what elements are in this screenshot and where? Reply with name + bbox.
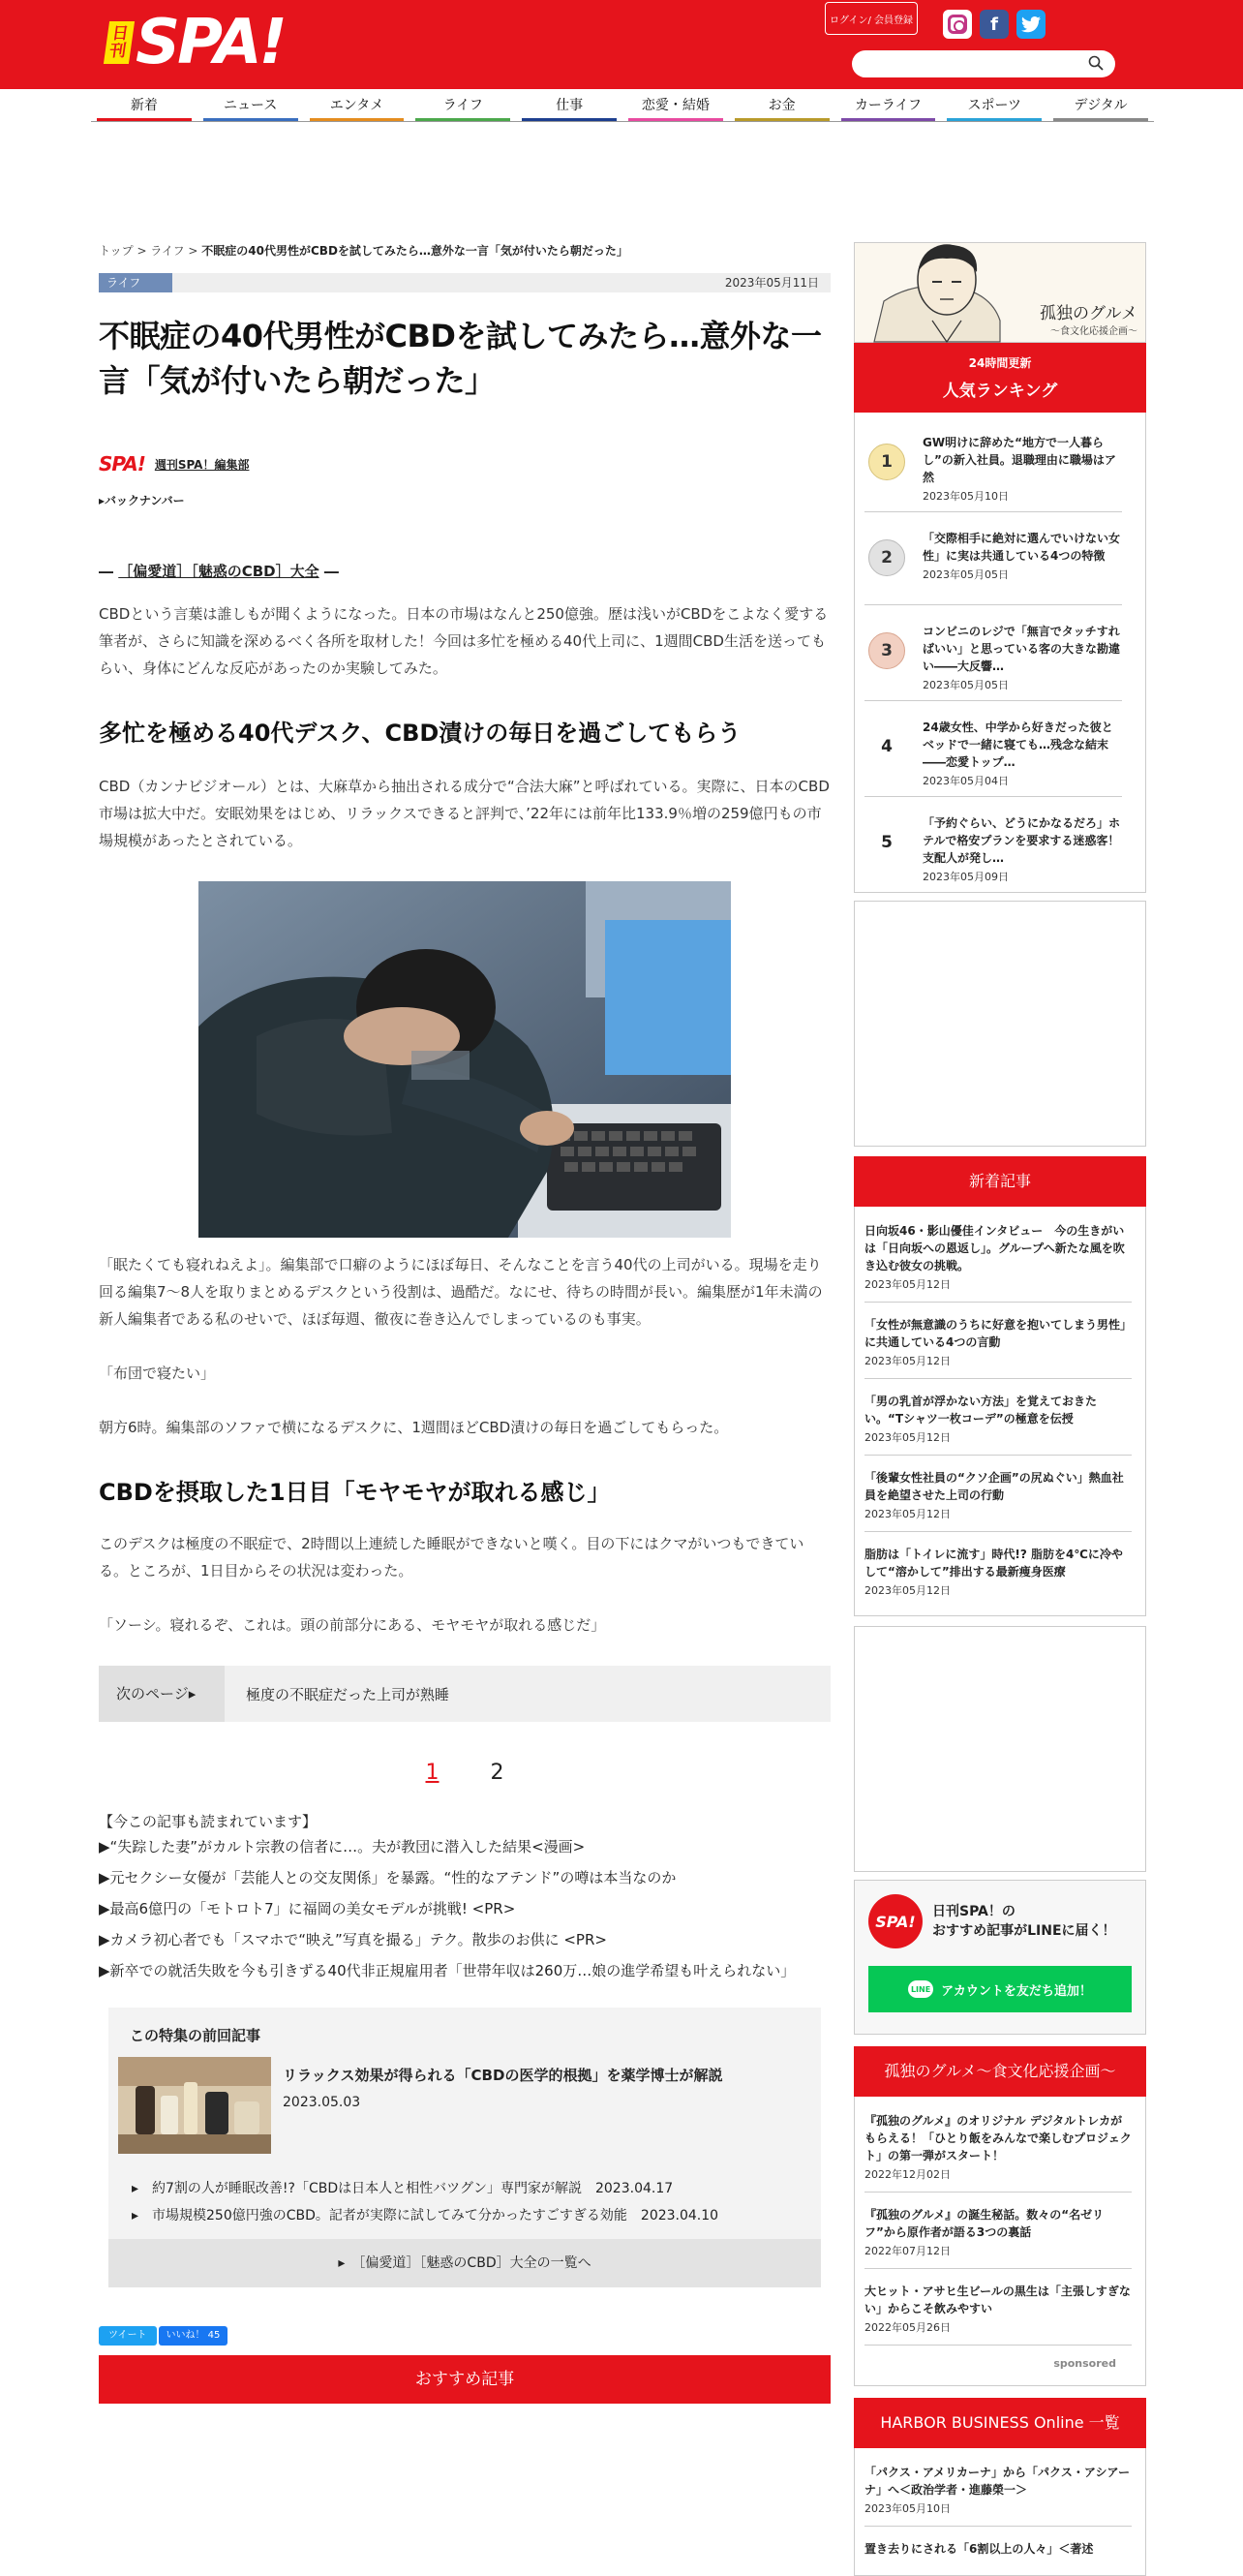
ranking-text[interactable]: コンビニのレジで「無言でタッチすればいい」と思っている客の大きな勘違い――大反響…: [923, 625, 1121, 673]
ranking-date: 2023年05月05日: [923, 568, 1009, 581]
feature-card-date: 2023.05.03: [283, 2095, 361, 2110]
article-paragraph: CBD（カンナビジオール）とは、大麻草から抽出される成分で“合法大麻”と呼ばれている。実際に、日本のCBD市場は拡大中だ。安眠効果をはじめ、リラックスできると評判で、’22年には前年比133.9％増の259億円もの市場規模があったとされている。: [99, 778, 830, 849]
rank-number: 4: [881, 737, 893, 756]
news-date: 2023年05月12日: [864, 1278, 951, 1291]
series-link[interactable]: ［偏愛道］［魅惑のCBD］大全: [118, 563, 319, 580]
news-item[interactable]: [864, 2534, 1132, 2567]
next-page-text[interactable]: 極度の不眠症だった上司が熟睡: [246, 1685, 450, 1703]
news-title[interactable]: 置き去りにされる「6割以上の人々」＜著述: [864, 2542, 1094, 2556]
news-date: 2023年05月12日: [864, 1584, 951, 1597]
news-item[interactable]: [864, 2277, 1132, 2346]
feature-link[interactable]: ▸ 市場規模250億円強のCBD。記者が実際に試してみて分かったすごすぎる効能 2023.04.10: [132, 2208, 719, 2223]
section-heading: 多忙を極める40代デスク、CBD漬けの毎日を過ごしてもらう: [99, 720, 742, 747]
ad-slot: [854, 901, 1146, 1147]
related-list: [99, 1831, 831, 1986]
nav-item-love[interactable]: 恋愛・結婚: [622, 89, 729, 121]
feature-link[interactable]: ▸ 約7割の人が睡眠改善!?「CBDは日本人と相性バツグン」専門家が解説 2023.04.17: [132, 2181, 674, 2196]
news-title[interactable]: 「男の乳首が浮かない方法」を覚えておきたい。“Tシャツ一枚コーデ”の極意を伝授: [864, 1395, 1098, 1426]
ranking-list: [854, 413, 1146, 893]
facebook-icon[interactable]: f: [980, 10, 1009, 39]
series-heading: [99, 561, 831, 581]
ranking-date: 2023年05月09日: [923, 871, 1009, 883]
rank-medal-icon: 2: [868, 539, 905, 576]
login-button[interactable]: ログイン/ 会員登録: [825, 2, 918, 35]
harbor-header: HARBOR BUSINESS Online 一覧: [854, 2398, 1146, 2448]
ranking-text[interactable]: 24歳女性、中学から好きだった彼とベッドで一緒に寝ても…残念な結末――恋愛トップ…: [923, 721, 1113, 769]
breadcrumb-current: 不眠症の40代男性がCBDを試してみたら…意外な一言「気が付いたら朝だった」: [201, 244, 628, 258]
ranking-header: [854, 343, 1146, 413]
breadcrumb-sep: >: [184, 244, 202, 258]
rank-number: 5: [881, 833, 893, 852]
ranking-text[interactable]: GW明けに辞めた“地方で一人暮らし”の新入社員。退職理由に職場はア然: [923, 436, 1116, 484]
article-photo: [198, 881, 731, 1238]
news-date: 2022年05月26日: [864, 2321, 951, 2334]
news-item[interactable]: [864, 1540, 1132, 1608]
feature-title: この特集の前回記事: [130, 2027, 261, 2044]
line-add-friend-button[interactable]: [868, 1966, 1132, 2012]
related-item[interactable]: ▶元セクシー女優が「芸能人との交友関係」を暴露。“性的なアテンド”の噂は本当なのか: [99, 1869, 677, 1886]
related-title: 【今この記事も読まれています】: [99, 1813, 318, 1830]
ranking-item[interactable]: [864, 809, 1122, 892]
nav-item-new[interactable]: 新着: [91, 89, 197, 121]
related-item[interactable]: ▶最高6億円の「モトロト7」に福岡の美女モデルが挑戦! <PR>: [99, 1900, 516, 1917]
spa-badge-icon: SPA!: [868, 1894, 923, 1948]
twitter-icon[interactable]: [1016, 10, 1046, 39]
ranking-update: 24時間更新: [968, 356, 1032, 370]
next-page-label: 次のページ▸: [99, 1666, 225, 1722]
news-date: 2023年05月12日: [864, 1431, 951, 1444]
article-paragraph: 「ソーシ。寝れるぞ、これは。頭の前部分にある、モヤモヤが取れる感じだ」: [99, 1616, 606, 1634]
search-input[interactable]: [852, 50, 1115, 77]
nav-item-entertainment[interactable]: エンタメ: [304, 89, 410, 121]
author-block: [99, 451, 831, 476]
ranking-title: 人気ランキング: [942, 382, 1058, 401]
sponsored-label: sponsored: [1053, 2357, 1116, 2370]
tweet-button[interactable]: ツイート: [99, 2326, 157, 2346]
recommend-heading: おすすめ記事: [99, 2355, 831, 2404]
author-link[interactable]: 週刊SPA！編集部: [154, 457, 250, 472]
news-title[interactable]: 「パクス・アメリカーナ」から「パクス・アシアーナ」へ＜政治学者・進藤榮一＞: [864, 2466, 1131, 2497]
breadcrumb: [99, 242, 831, 261]
news-item[interactable]: [864, 1463, 1132, 1532]
gourmet-header: 孤独のグルメ～食文化応援企画～: [854, 2046, 1146, 2097]
banner-title: 孤独のグルメ: [1040, 304, 1137, 323]
news-date: 2022年07月12日: [864, 2245, 951, 2257]
nav-item-money[interactable]: お金: [729, 89, 835, 121]
page-2[interactable]: 2: [490, 1761, 504, 1785]
news-item[interactable]: [864, 2458, 1132, 2527]
feature-thumbnail[interactable]: [118, 2057, 271, 2154]
pagination: [99, 1761, 831, 1794]
category-badge[interactable]: ライフ: [99, 273, 172, 292]
rank-medal-icon: 3: [868, 632, 905, 669]
line-promo-message: [932, 1902, 1116, 1941]
feature-links: [118, 2177, 811, 2227]
related-item[interactable]: ▶新卒での就活失敗を今も引きずる40代非正規雇用者「世帯年収は260万…娘の進学希望も叶えられない」: [99, 1962, 796, 1979]
ranking-date: 2023年05月04日: [923, 775, 1009, 787]
nav-item-sports[interactable]: スポーツ: [941, 89, 1047, 121]
news-item[interactable]: [864, 2200, 1132, 2269]
rank-medal-icon: 1: [868, 444, 905, 480]
line-msg-line2: おすすめ記事がLINEに届く！: [932, 1923, 1116, 1939]
breadcrumb-home[interactable]: トップ: [99, 244, 134, 258]
ranking-text[interactable]: 「交際相手に絶対に選んでいけない女性」に実は共通している4つの特徴: [923, 532, 1121, 563]
nav-item-carlife[interactable]: カーライフ: [835, 89, 942, 121]
news-item[interactable]: [864, 1216, 1132, 1303]
ranking-text[interactable]: 「予約ぐらい、どうにかなるだろ」ホテルで格安プランを要求する迷惑客！支配人が発し…: [923, 816, 1121, 865]
news-item[interactable]: [864, 2106, 1132, 2193]
nav-item-work[interactable]: 仕事: [516, 89, 622, 121]
sidebar: [854, 242, 1146, 2576]
next-page-box[interactable]: [99, 1666, 831, 1722]
line-button-label: アカウントを友だち追加！: [941, 1983, 1092, 1999]
nav-item-life[interactable]: ライフ: [409, 89, 516, 121]
news-date: 2023年05月12日: [864, 1355, 951, 1367]
site-header: [0, 0, 1243, 89]
new-articles-header: 新着記事: [854, 1156, 1146, 1207]
gourmet-banner[interactable]: [854, 242, 1146, 343]
feature-card-title[interactable]: リラックス効果が得られる「CBDの医学的根拠」を薬学博士が解説: [283, 2067, 723, 2084]
article-paragraph: 「眠たくても寝れねえよ」。編集部で口癖のようにほぼ毎日、そんなことを言う40代の上司がいる。現場を走り回る編集7～8人を取りまとめるデスクという役割は、過酷だ。なにせ、待ちの時間が長い。編集歴が1年未満の新人編集者である私のせいで、ほぼ毎週、徹夜に巻き込んでしまっているのも事実。: [99, 1256, 823, 1328]
site-logo[interactable]: [106, 7, 285, 78]
article-date: 2023年05月11日: [724, 276, 819, 290]
news-title[interactable]: 『孤独のグルメ』の誕生秘話。数々の“名ゼリフ”から原作者が語る3つの裏話: [864, 2208, 1105, 2239]
news-date: 2022年12月02日: [864, 2168, 951, 2181]
search-icon[interactable]: [1088, 55, 1104, 71]
line-promo: [854, 1880, 1146, 2035]
related-item[interactable]: ▶カメラ初心者でも「スマホで“映え”写真を撮る」テク。散歩のお供に <PR>: [99, 1931, 607, 1948]
news-date: 2023年05月10日: [864, 2502, 951, 2515]
logo-spa: SPA!: [136, 7, 285, 78]
page-1[interactable]: 1: [425, 1761, 440, 1785]
ranking-item[interactable]: [864, 524, 1122, 605]
news-item[interactable]: [864, 1387, 1132, 1456]
news-title[interactable]: 日向坂46・影山優佳インタビュー 今の生きがいは「日向坂への恩返し」。グループへ新たな風を吹き込む彼女の挑戦。: [864, 1224, 1125, 1273]
breadcrumb-sep: >: [133, 244, 151, 258]
global-nav: [91, 89, 1154, 122]
article-paragraph: 「布団で寝たい」: [99, 1365, 216, 1382]
gourmet-list: [854, 2097, 1146, 2386]
news-title[interactable]: 「女性が無意識のうちに好意を抱いてしまう男性」に共通している4つの言動: [864, 1318, 1133, 1349]
ranking-date: 2023年05月05日: [923, 679, 1009, 691]
news-title[interactable]: 『孤独のグルメ』のオリジナル デジタルトレカがもらえる！「ひとり飯をみんなで楽しむプロジェクト」の第一弾がスタート！: [864, 2114, 1132, 2162]
news-title[interactable]: 脂肪は「トイレに流す」時代!? 脂肪を4℃に冷やして“溶かして”排出する最新痩身医療: [864, 1548, 1123, 1579]
news-item[interactable]: [864, 1310, 1132, 1379]
news-date: 2023年05月12日: [864, 1508, 951, 1520]
share-buttons: [99, 2326, 831, 2346]
backnumber-link[interactable]: ▸バックナンバー: [99, 494, 185, 507]
article-column: [99, 242, 831, 2404]
ranking-item[interactable]: [864, 617, 1122, 701]
category-bar: [99, 273, 831, 292]
sleeping-man-photo: [198, 881, 731, 1238]
feature-all-link[interactable]: ▸ ［偏愛道］［魅惑のCBD］大全の一覧へ: [108, 2239, 821, 2287]
cbd-products-image: [118, 2057, 271, 2154]
nav-item-news[interactable]: ニュース: [197, 89, 304, 121]
breadcrumb-life[interactable]: ライフ: [150, 244, 185, 258]
section-heading: CBDを摂取した1日目「モヤモヤが取れる感じ」: [99, 1479, 611, 1506]
ranking-item[interactable]: [864, 428, 1122, 512]
nav-item-digital[interactable]: デジタル: [1047, 89, 1154, 121]
article-title: 不眠症の40代男性がCBDを試してみたら…意外な一言「気が付いたら朝だった」: [99, 318, 822, 399]
ranking-date: 2023年05月10日: [923, 490, 1009, 503]
ad-slot: [854, 1626, 1146, 1872]
article-paragraph: このデスクは極度の不眠症で、2時間以上連続した睡眠ができないと嘆く。目の下にはクマがいつもできている。ところが、1日目からその状況は変わった。: [99, 1535, 804, 1579]
instagram-icon[interactable]: [943, 10, 972, 39]
feature-box: [108, 2008, 821, 2287]
related-item[interactable]: ▶“失踪した妻”がカルト宗教の信者に…。夫が教団に潜入した結果<漫画>: [99, 1838, 586, 1855]
series-dash: ―: [323, 563, 339, 580]
ranking-item[interactable]: [864, 713, 1122, 797]
news-title[interactable]: 大ヒット・アサヒ生ビールの黒生は「主張しすぎない」からこそ飲みやすい: [864, 2285, 1131, 2315]
harbor-list: [854, 2448, 1146, 2576]
line-icon: LINE: [908, 1980, 933, 1998]
article-paragraph: 朝方6時。編集部のソファで横になるデスクに、1週間ほどCBD漬けの毎日を過ごしてもらった。: [99, 1419, 729, 1436]
article-paragraph: CBDという言葉は誰しもが聞くようになった。日本の市場はなんと250億強。歴は浅いがCBDをこよなく愛する筆者が、さらに知識を深めるべく各所を取材した！今回は多忙を極める40代上司に、1週間CBD生活を送ってもらい、身体にどんな反応があったのか実験してみた。: [99, 605, 829, 677]
logo-nikkan: 日刊: [104, 21, 135, 64]
banner-subtitle: ～食文化応援企画～: [1050, 326, 1137, 337]
feature-card[interactable]: [118, 2057, 811, 2154]
line-msg-line1: 日刊SPA！の: [932, 1904, 1016, 1919]
author-logo: SPA!: [99, 452, 145, 475]
series-dash: ―: [99, 563, 113, 580]
new-articles-list: [854, 1207, 1146, 1616]
facebook-like-button[interactable]: いいね！ 45: [159, 2326, 228, 2346]
news-title[interactable]: 「後輩女性社員の“クソ企画”の尻ぬぐい」熱血社員を絶望させた上司の行動: [864, 1471, 1124, 1502]
